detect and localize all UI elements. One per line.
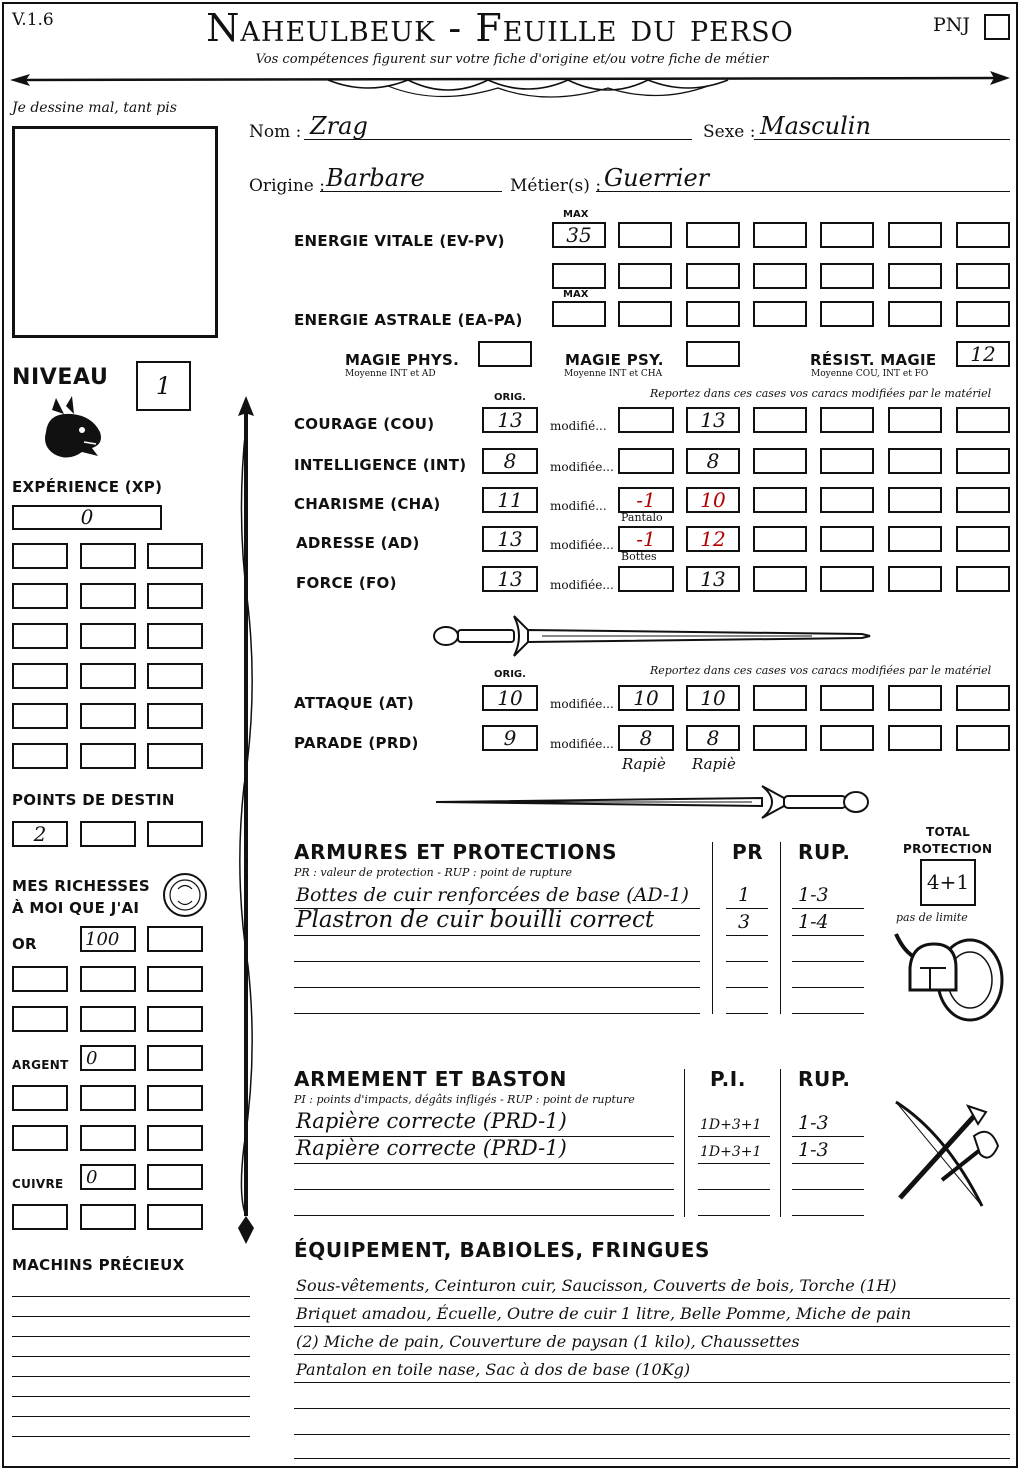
ev-tracker-1-box-5[interactable] bbox=[888, 222, 942, 248]
armure-rup: 1-4 bbox=[798, 911, 829, 933]
richesses-cell-5-2[interactable] bbox=[80, 1204, 136, 1230]
xp-cell-2-1[interactable] bbox=[12, 583, 68, 609]
machins-line[interactable] bbox=[12, 1376, 250, 1377]
combat-label: ATTAQUE (AT) bbox=[294, 694, 415, 712]
nom-label: Nom : bbox=[249, 122, 302, 142]
combat-extra-box[interactable] bbox=[956, 685, 1010, 711]
magie-psy-label: MAGIE PSY. bbox=[565, 351, 664, 369]
armure-rup-line[interactable] bbox=[792, 961, 864, 962]
richesses-label-2: À MOI QUE J'AI bbox=[12, 899, 140, 917]
carac-mod-box[interactable] bbox=[618, 448, 674, 474]
origine-label: Origine : bbox=[249, 176, 325, 196]
cuivre-box[interactable] bbox=[80, 1164, 136, 1190]
armure-line[interactable] bbox=[294, 1013, 700, 1014]
magie-psy-note: Moyenne INT et CHA bbox=[564, 369, 663, 379]
or-label: OR bbox=[12, 935, 37, 953]
or-value: 100 bbox=[85, 929, 120, 950]
combat-extra-box[interactable] bbox=[820, 685, 874, 711]
combat-orig-box[interactable]: 9 bbox=[482, 725, 538, 751]
cuivre-label: CUIVRE bbox=[12, 1177, 64, 1191]
total-protection-note: pas de limite bbox=[896, 911, 968, 924]
niveau-box[interactable]: 1 bbox=[136, 361, 191, 411]
resist-magie-note: Moyenne COU, INT et FO bbox=[811, 369, 929, 379]
combat-extra-box[interactable] bbox=[753, 725, 807, 751]
ev-tracker-2-box-6[interactable] bbox=[956, 263, 1010, 289]
ev-tracker-2-box-0[interactable] bbox=[552, 263, 606, 289]
destin-box-3[interactable] bbox=[147, 821, 203, 847]
ev-tracker-2-box-5[interactable] bbox=[888, 263, 942, 289]
nom-value[interactable]: Zrag bbox=[310, 112, 368, 140]
machins-line[interactable] bbox=[12, 1356, 250, 1357]
argent-label: ARGENT bbox=[12, 1058, 69, 1072]
machins-line[interactable] bbox=[12, 1336, 250, 1337]
arme-rup-line[interactable] bbox=[792, 1136, 864, 1137]
ea-tracker-box-1[interactable] bbox=[618, 301, 672, 327]
armement-legend: PI : points d'impacts, dégâts infligés - RUP : point de rupture bbox=[294, 1093, 635, 1106]
carac-extra-box[interactable] bbox=[888, 448, 942, 474]
xp-cell-5-3[interactable] bbox=[147, 703, 203, 729]
armures-legend: PR : valeur de protection - RUP : point de rupture bbox=[294, 866, 572, 879]
ea-tracker-box-6[interactable] bbox=[956, 301, 1010, 327]
ev-label: ENERGIE VITALE (EV-PV) bbox=[294, 232, 505, 250]
cuivre-box-2[interactable] bbox=[147, 1164, 203, 1190]
armures-col-pr: PR bbox=[732, 840, 764, 864]
ea-max-box[interactable] bbox=[552, 301, 606, 327]
equipement-line[interactable] bbox=[294, 1326, 1010, 1327]
ev-tracker-1-box-1[interactable] bbox=[618, 222, 672, 248]
carac-extra-box[interactable] bbox=[820, 407, 874, 433]
arme-pi-line[interactable] bbox=[698, 1189, 770, 1190]
metier-label: Métier(s) : bbox=[510, 176, 602, 196]
destin-box-2[interactable] bbox=[80, 821, 136, 847]
carac-mod-label: modifiée... bbox=[550, 460, 614, 474]
carac-extra-box[interactable] bbox=[820, 487, 874, 513]
arme-rup-line[interactable] bbox=[792, 1189, 864, 1190]
combat-orig-box[interactable]: 10 bbox=[482, 685, 538, 711]
sword-divider-2 bbox=[432, 776, 872, 828]
carac-mod-label: modifiée... bbox=[550, 538, 614, 552]
carac-label: CHARISME (CHA) bbox=[294, 495, 441, 513]
version-label: V.1.6 bbox=[12, 10, 54, 30]
magie-phys-note: Moyenne INT et AD bbox=[345, 369, 436, 379]
armure-rup-line[interactable] bbox=[792, 1013, 864, 1014]
armure-name: Plastron de cuir bouilli correct bbox=[296, 907, 655, 933]
carac-mod-note: Bottes bbox=[621, 550, 657, 563]
ea-tracker-box-2[interactable] bbox=[686, 301, 740, 327]
total-protection-label-2: PROTECTION bbox=[903, 842, 993, 856]
ev-tracker-2-box-4[interactable] bbox=[820, 263, 874, 289]
total-protection-label-1: TOTAL bbox=[926, 825, 971, 839]
cuivre-value: 0 bbox=[86, 1167, 98, 1188]
richesses-cell-2-2[interactable] bbox=[80, 1006, 136, 1032]
caracs-report-note: Reportez dans ces cases vos caracs modifiées par le matériel bbox=[650, 387, 992, 400]
arme-pi-line[interactable] bbox=[698, 1136, 770, 1137]
combat-label: PARADE (PRD) bbox=[294, 734, 419, 752]
xp-cell-6-3[interactable] bbox=[147, 743, 203, 769]
richesses-cell-5-3[interactable] bbox=[147, 1204, 203, 1230]
equipement-text: Briquet amadou, Écuelle, Outre de cuir 1 litre, Belle Pomme, Miche de pain bbox=[296, 1304, 912, 1323]
armure-line[interactable] bbox=[294, 987, 700, 988]
weapons-icon bbox=[886, 1094, 1004, 1212]
carac-extra-box[interactable] bbox=[956, 407, 1010, 433]
carac-value-box[interactable]: 8 bbox=[686, 448, 740, 474]
carac-mod-note: Pantalo bbox=[621, 511, 663, 524]
armement-col-pi: P.I. bbox=[710, 1067, 747, 1091]
magie-phys-box[interactable] bbox=[478, 341, 532, 367]
ea-label: ENERGIE ASTRALE (EA-PA) bbox=[294, 311, 523, 329]
richesses-cell-4-3[interactable] bbox=[147, 1125, 203, 1151]
pnj-label: PNJ bbox=[933, 14, 971, 36]
ea-max-label: MAX bbox=[563, 289, 589, 300]
richesses-label-1: MES RICHESSES bbox=[12, 877, 151, 895]
carac-extra-box[interactable] bbox=[820, 448, 874, 474]
destin-label: POINTS DE DESTIN bbox=[12, 791, 175, 809]
carac-orig-box[interactable]: 11 bbox=[482, 487, 538, 513]
xp-cell-3-3[interactable] bbox=[147, 623, 203, 649]
ev-max-label: MAX bbox=[563, 209, 589, 220]
combat-extra-box[interactable] bbox=[820, 725, 874, 751]
coin-icon bbox=[162, 872, 208, 918]
caracs-orig-label: ORIG. bbox=[494, 392, 526, 403]
argent-box[interactable] bbox=[80, 1045, 136, 1071]
portrait-caption: Je dessine mal, tant pis bbox=[12, 100, 177, 116]
armure-line[interactable] bbox=[294, 961, 700, 962]
arme-rup: 1-3 bbox=[798, 1139, 829, 1161]
argent-value: 0 bbox=[86, 1048, 98, 1069]
armure-pr-line[interactable] bbox=[726, 935, 768, 936]
ea-tracker-box-3[interactable] bbox=[753, 301, 807, 327]
carac-mod-box[interactable] bbox=[618, 566, 674, 592]
ev-tracker-1-box-6[interactable] bbox=[956, 222, 1010, 248]
equipement-line[interactable] bbox=[294, 1458, 1010, 1459]
carac-orig-box[interactable]: 13 bbox=[482, 566, 538, 592]
armure-pr: 3 bbox=[738, 911, 751, 933]
combat-mod-label: modifiée... bbox=[550, 697, 614, 711]
carac-extra-box[interactable] bbox=[753, 448, 807, 474]
arme-rup-line[interactable] bbox=[792, 1215, 864, 1216]
carac-label: FORCE (FO) bbox=[296, 574, 397, 592]
richesses-cell-1-1[interactable] bbox=[12, 966, 68, 992]
carac-orig-box[interactable]: 13 bbox=[482, 526, 538, 552]
carac-extra-box[interactable] bbox=[753, 407, 807, 433]
equipement-line[interactable] bbox=[294, 1354, 1010, 1355]
metier-value[interactable]: Guerrier bbox=[604, 164, 710, 192]
carac-extra-box[interactable] bbox=[753, 526, 807, 552]
carac-extra-box[interactable] bbox=[820, 566, 874, 592]
carac-orig-box[interactable]: 8 bbox=[482, 448, 538, 474]
armement-col-rup: RUP. bbox=[798, 1067, 851, 1091]
carac-label: COURAGE (COU) bbox=[294, 415, 435, 433]
combat-note-mod: Rapiè bbox=[622, 755, 666, 773]
equipement-line[interactable] bbox=[294, 1298, 1010, 1299]
arme-rup-line[interactable] bbox=[792, 1163, 864, 1164]
carac-extra-box[interactable] bbox=[956, 448, 1010, 474]
richesses-cell-1-3[interactable] bbox=[147, 966, 203, 992]
carac-extra-box[interactable] bbox=[956, 526, 1010, 552]
armure-pr-line[interactable] bbox=[726, 987, 768, 988]
machins-line[interactable] bbox=[12, 1296, 250, 1297]
carac-value-box[interactable]: 12 bbox=[686, 526, 740, 552]
carac-extra-box[interactable] bbox=[820, 526, 874, 552]
arme-pi: 1D+3+1 bbox=[700, 1144, 762, 1160]
combat-extra-box[interactable] bbox=[956, 725, 1010, 751]
armure-pr-line[interactable] bbox=[726, 908, 768, 909]
xp-cell-1-1[interactable] bbox=[12, 543, 68, 569]
portrait-box[interactable] bbox=[12, 126, 218, 338]
ev-tracker-2-box-1[interactable] bbox=[618, 263, 672, 289]
niveau-label: NIVEAU bbox=[12, 365, 109, 390]
richesses-cell-4-1[interactable] bbox=[12, 1125, 68, 1151]
carac-mod-box[interactable]: -1 bbox=[618, 487, 674, 513]
pnj-checkbox[interactable] bbox=[984, 14, 1010, 40]
destin-box-1[interactable]: 2 bbox=[12, 821, 68, 847]
equipement-text: Pantalon en toile nase, Sac à dos de base (10Kg) bbox=[296, 1360, 691, 1379]
carac-mod-label: modifiée... bbox=[550, 578, 614, 592]
richesses-cell-3-1[interactable] bbox=[12, 1085, 68, 1111]
magie-phys-label: MAGIE PHYS. bbox=[345, 351, 460, 369]
richesses-cell-2-3[interactable] bbox=[147, 1006, 203, 1032]
carac-value-box[interactable]: 13 bbox=[686, 566, 740, 592]
equipement-text: Sous-vêtements, Ceinturon cuir, Saucisson, Couverts de bois, Torche (1H) bbox=[296, 1276, 897, 1295]
arme-line[interactable] bbox=[294, 1215, 674, 1216]
xp-cell-2-2[interactable] bbox=[80, 583, 136, 609]
combat-note-val: Rapiè bbox=[692, 755, 736, 773]
arme-line[interactable] bbox=[294, 1189, 674, 1190]
origine-value[interactable]: Barbare bbox=[326, 164, 425, 192]
or-box-2[interactable] bbox=[147, 926, 203, 952]
sword-divider-1 bbox=[432, 612, 872, 658]
combat-extra-box[interactable] bbox=[753, 685, 807, 711]
carac-extra-box[interactable] bbox=[888, 487, 942, 513]
arme-line[interactable] bbox=[294, 1163, 674, 1164]
equipement-text: (2) Miche de pain, Couverture de paysan (1 kilo), Chaussettes bbox=[296, 1332, 800, 1351]
combat-extra-box[interactable] bbox=[888, 725, 942, 751]
arme-pi: 1D+3+1 bbox=[700, 1117, 762, 1133]
arme-pi-line[interactable] bbox=[698, 1163, 770, 1164]
armure-name: Bottes de cuir renforcées de base (AD-1) bbox=[296, 884, 689, 906]
equipement-title: ÉQUIPEMENT, BABIOLES, FRINGUES bbox=[294, 1238, 711, 1262]
carac-value-box[interactable]: 10 bbox=[686, 487, 740, 513]
ev-tracker-1-box-3[interactable] bbox=[753, 222, 807, 248]
xp-cell-1-3[interactable] bbox=[147, 543, 203, 569]
ea-tracker-box-4[interactable] bbox=[820, 301, 874, 327]
xp-cell-5-1[interactable] bbox=[12, 703, 68, 729]
carac-orig-box[interactable]: 13 bbox=[482, 407, 538, 433]
richesses-cell-3-3[interactable] bbox=[147, 1085, 203, 1111]
carac-extra-box[interactable] bbox=[888, 526, 942, 552]
xp-cell-1-2[interactable] bbox=[80, 543, 136, 569]
carac-extra-box[interactable] bbox=[753, 487, 807, 513]
xp-box[interactable]: 0 bbox=[12, 505, 162, 530]
combat-report-note: Reportez dans ces cases vos caracs modifiées par le matériel bbox=[650, 664, 992, 677]
armure-rup-line[interactable] bbox=[792, 987, 864, 988]
carac-mod-box[interactable] bbox=[618, 407, 674, 433]
xp-cell-5-2[interactable] bbox=[80, 703, 136, 729]
sheet-subtitle: Vos compétences figurent sur votre fiche d'origine et/ou votre fiche de métier bbox=[255, 52, 769, 67]
sexe-value[interactable]: Masculin bbox=[760, 112, 871, 140]
sheet-title: Naheulbeuk - Feuille du perso bbox=[206, 6, 794, 50]
armure-rup-line[interactable] bbox=[792, 935, 864, 936]
combat-mod-box[interactable]: 8 bbox=[618, 725, 674, 751]
arme-name: Rapière correcte (PRD-1) bbox=[296, 1136, 567, 1160]
xp-cell-3-2[interactable] bbox=[80, 623, 136, 649]
resist-magie-box[interactable]: 12 bbox=[956, 341, 1010, 367]
xp-cell-4-3[interactable] bbox=[147, 663, 203, 689]
ev-tracker-2-box-3[interactable] bbox=[753, 263, 807, 289]
xp-cell-4-2[interactable] bbox=[80, 663, 136, 689]
armure-pr-line[interactable] bbox=[726, 961, 768, 962]
armure-rup-line[interactable] bbox=[792, 908, 864, 909]
ev-tracker-1-box-4[interactable] bbox=[820, 222, 874, 248]
richesses-cell-3-2[interactable] bbox=[80, 1085, 136, 1111]
armures-col-rup: RUP. bbox=[798, 840, 851, 864]
xp-cell-6-1[interactable] bbox=[12, 743, 68, 769]
equipement-line[interactable] bbox=[294, 1382, 1010, 1383]
richesses-cell-1-2[interactable] bbox=[80, 966, 136, 992]
combat-mod-label: modifiée... bbox=[550, 737, 614, 751]
carac-mod-label: modifié... bbox=[550, 419, 607, 433]
richesses-cell-2-1[interactable] bbox=[12, 1006, 68, 1032]
combat-value-box[interactable]: 8 bbox=[686, 725, 740, 751]
helmet-shield-icon bbox=[890, 928, 1008, 1024]
combat-orig-label: ORIG. bbox=[494, 669, 526, 680]
machins-label: MACHINS PRÉCIEUX bbox=[12, 1256, 185, 1274]
or-box[interactable] bbox=[80, 926, 136, 952]
xp-cell-6-2[interactable] bbox=[80, 743, 136, 769]
magie-psy-box[interactable] bbox=[686, 341, 740, 367]
carac-mod-box[interactable]: -1 bbox=[618, 526, 674, 552]
carac-label: ADRESSE (AD) bbox=[296, 534, 420, 552]
ev-tracker-1-box-2[interactable] bbox=[686, 222, 740, 248]
carac-extra-box[interactable] bbox=[956, 487, 1010, 513]
dragon-head-icon bbox=[38, 392, 108, 466]
arme-name: Rapière correcte (PRD-1) bbox=[296, 1109, 567, 1133]
armement-title: ARMEMENT ET BASTON bbox=[294, 1067, 567, 1091]
total-protection-box[interactable]: 4+1 bbox=[920, 859, 976, 906]
ev-max-box[interactable]: 35 bbox=[552, 222, 606, 248]
richesses-cell-4-2[interactable] bbox=[80, 1125, 136, 1151]
armure-pr-line[interactable] bbox=[726, 1013, 768, 1014]
ev-tracker-2-box-2[interactable] bbox=[686, 263, 740, 289]
carac-value-box[interactable]: 13 bbox=[686, 407, 740, 433]
arme-pi-line[interactable] bbox=[698, 1215, 770, 1216]
machins-line[interactable] bbox=[12, 1436, 250, 1437]
equipement-line[interactable] bbox=[294, 1434, 1010, 1435]
machins-line[interactable] bbox=[12, 1396, 250, 1397]
combat-value-box[interactable]: 10 bbox=[686, 685, 740, 711]
combat-extra-box[interactable] bbox=[888, 685, 942, 711]
armure-rup: 1-3 bbox=[798, 884, 829, 906]
vertical-spear-ornament bbox=[226, 396, 266, 1244]
armure-pr: 1 bbox=[738, 884, 751, 906]
sexe-label: Sexe : bbox=[703, 122, 756, 142]
xp-label: EXPÉRIENCE (XP) bbox=[12, 478, 163, 496]
carac-extra-box[interactable] bbox=[888, 407, 942, 433]
equipement-line[interactable] bbox=[294, 1408, 1010, 1409]
machins-line[interactable] bbox=[12, 1316, 250, 1317]
xp-cell-4-1[interactable] bbox=[12, 663, 68, 689]
carac-extra-box[interactable] bbox=[753, 566, 807, 592]
machins-line[interactable] bbox=[12, 1416, 250, 1417]
xp-cell-3-1[interactable] bbox=[12, 623, 68, 649]
combat-mod-box[interactable]: 10 bbox=[618, 685, 674, 711]
armures-title: ARMURES ET PROTECTIONS bbox=[294, 840, 618, 864]
arme-rup: 1-3 bbox=[798, 1112, 829, 1134]
carac-extra-box[interactable] bbox=[956, 566, 1010, 592]
carac-label: INTELLIGENCE (INT) bbox=[294, 456, 467, 474]
carac-mod-label: modifié... bbox=[550, 499, 607, 513]
armure-line[interactable] bbox=[294, 935, 700, 936]
ea-tracker-box-5[interactable] bbox=[888, 301, 942, 327]
argent-box-2[interactable] bbox=[147, 1045, 203, 1071]
richesses-cell-5-1[interactable] bbox=[12, 1204, 68, 1230]
xp-cell-2-3[interactable] bbox=[147, 583, 203, 609]
carac-extra-box[interactable] bbox=[888, 566, 942, 592]
resist-magie-label: RÉSIST. MAGIE bbox=[810, 351, 937, 369]
